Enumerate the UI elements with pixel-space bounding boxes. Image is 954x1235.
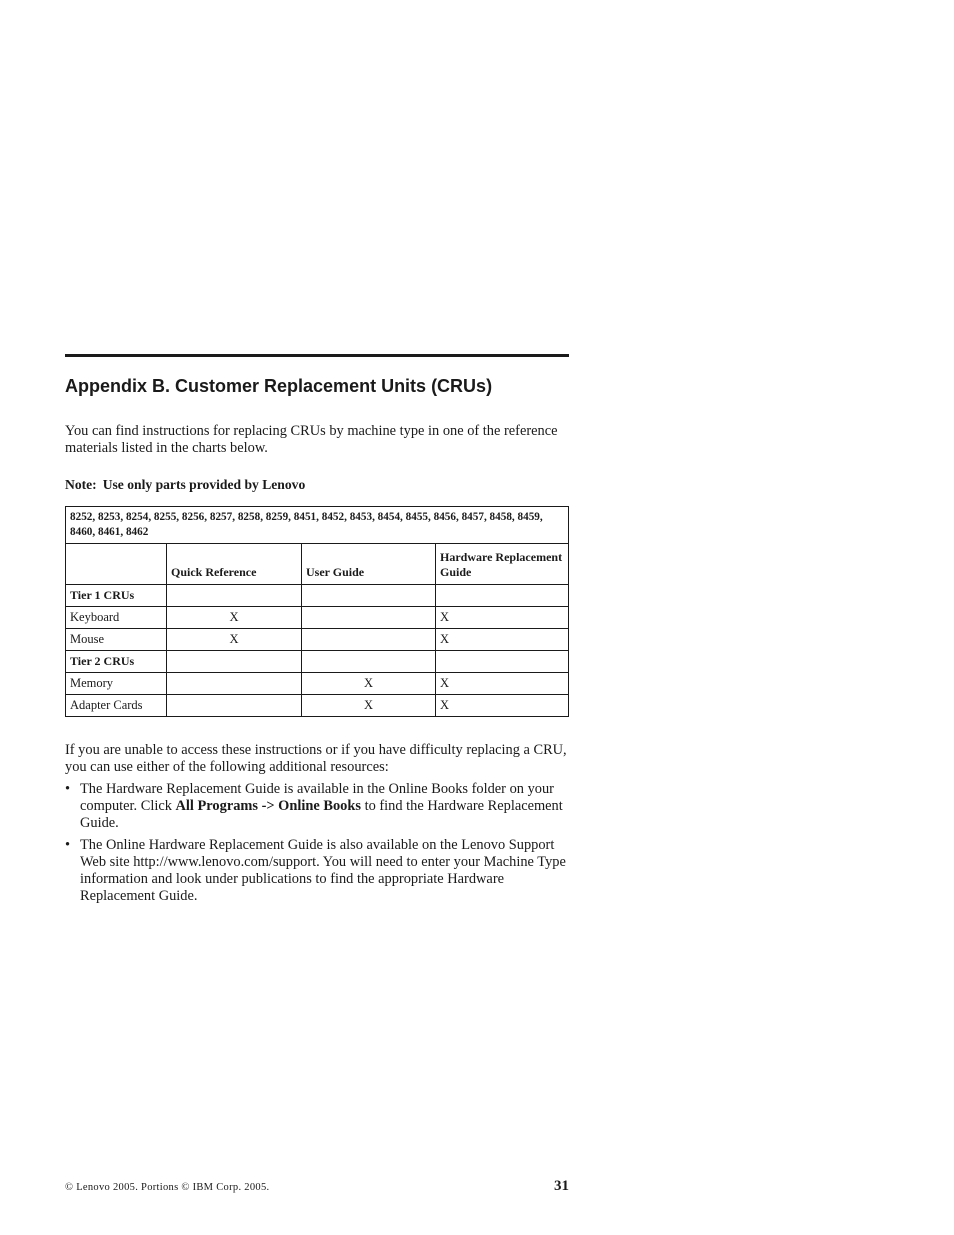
cell-user-guide xyxy=(302,629,436,651)
cell-user-guide xyxy=(302,607,436,629)
note-text: Use only parts provided by Lenovo xyxy=(102,477,306,492)
note-label: Note: xyxy=(65,477,97,492)
resources-paragraph: If you are unable to access these instructions or if you have difficulty replacing a CRU, you can use either of the following additional resources: xyxy=(65,742,567,775)
row-label: Adapter Cards xyxy=(66,695,167,717)
cell-quick-reference: X xyxy=(167,607,302,629)
list-item: • The Online Hardware Replacement Guide is also available on the Lenovo Support Web site http://www.lenovo.com/support. You will need to enter your Machine Type information and look under publications to find the appropriate Hardware Replacement Guide. xyxy=(65,837,566,904)
cell-hardware-replacement-guide xyxy=(436,585,569,607)
cell-hardware-replacement-guide: X xyxy=(436,673,569,695)
cell-user-guide xyxy=(302,651,436,673)
machine-types-cell: 8252, 8253, 8254, 8255, 8256, 8257, 8258, 8259, 8451, 8452, 8453, 8454, 8455, 8456, 8457, 8458, 8459, 8460, 8461, 8462 xyxy=(66,507,569,544)
intro-paragraph: You can find instructions for replacing CRUs by machine type in one of the reference materials listed in the charts below. xyxy=(65,423,558,456)
cell-hardware-replacement-guide xyxy=(436,651,569,673)
cell-hardware-replacement-guide: X xyxy=(436,607,569,629)
heading-rule xyxy=(65,354,569,357)
row-label: Mouse xyxy=(66,629,167,651)
cell-quick-reference xyxy=(167,695,302,717)
list-item: • The Hardware Replacement Guide is available in the Online Books folder on your computer. Click All Programs -> Online Books to find the Hardware Replacement Guide. xyxy=(65,781,563,831)
cru-table xyxy=(65,506,569,717)
cell-quick-reference: X xyxy=(167,629,302,651)
cell-hardware-replacement-guide: X xyxy=(436,695,569,717)
bullet-icon: • xyxy=(65,837,71,853)
menu-path: All Programs -> Online Books xyxy=(175,798,361,814)
cell-user-guide xyxy=(302,585,436,607)
header-hardware-replacement-guide: Hardware Replacement Guide xyxy=(436,544,569,585)
resources-list xyxy=(65,781,569,910)
header-empty xyxy=(66,544,167,585)
header-quick-reference: Quick Reference xyxy=(167,544,302,585)
bullet-icon: • xyxy=(65,781,71,797)
page-title: Appendix B. Customer Replacement Units (CRUs) xyxy=(65,376,493,396)
footer-copyright: © Lenovo 2005. Portions © IBM Corp. 2005. xyxy=(65,1182,270,1193)
page-number: 31 xyxy=(554,1178,569,1194)
cell-user-guide: X xyxy=(302,673,436,695)
cell-quick-reference xyxy=(167,585,302,607)
row-label: Keyboard xyxy=(66,607,167,629)
row-label: Memory xyxy=(66,673,167,695)
cell-quick-reference xyxy=(167,673,302,695)
header-user-guide: User Guide xyxy=(302,544,436,585)
cell-hardware-replacement-guide: X xyxy=(436,629,569,651)
cell-user-guide: X xyxy=(302,695,436,717)
cell-quick-reference xyxy=(167,651,302,673)
row-label: Tier 1 CRUs xyxy=(66,585,167,607)
note xyxy=(65,476,569,493)
row-label: Tier 2 CRUs xyxy=(66,651,167,673)
